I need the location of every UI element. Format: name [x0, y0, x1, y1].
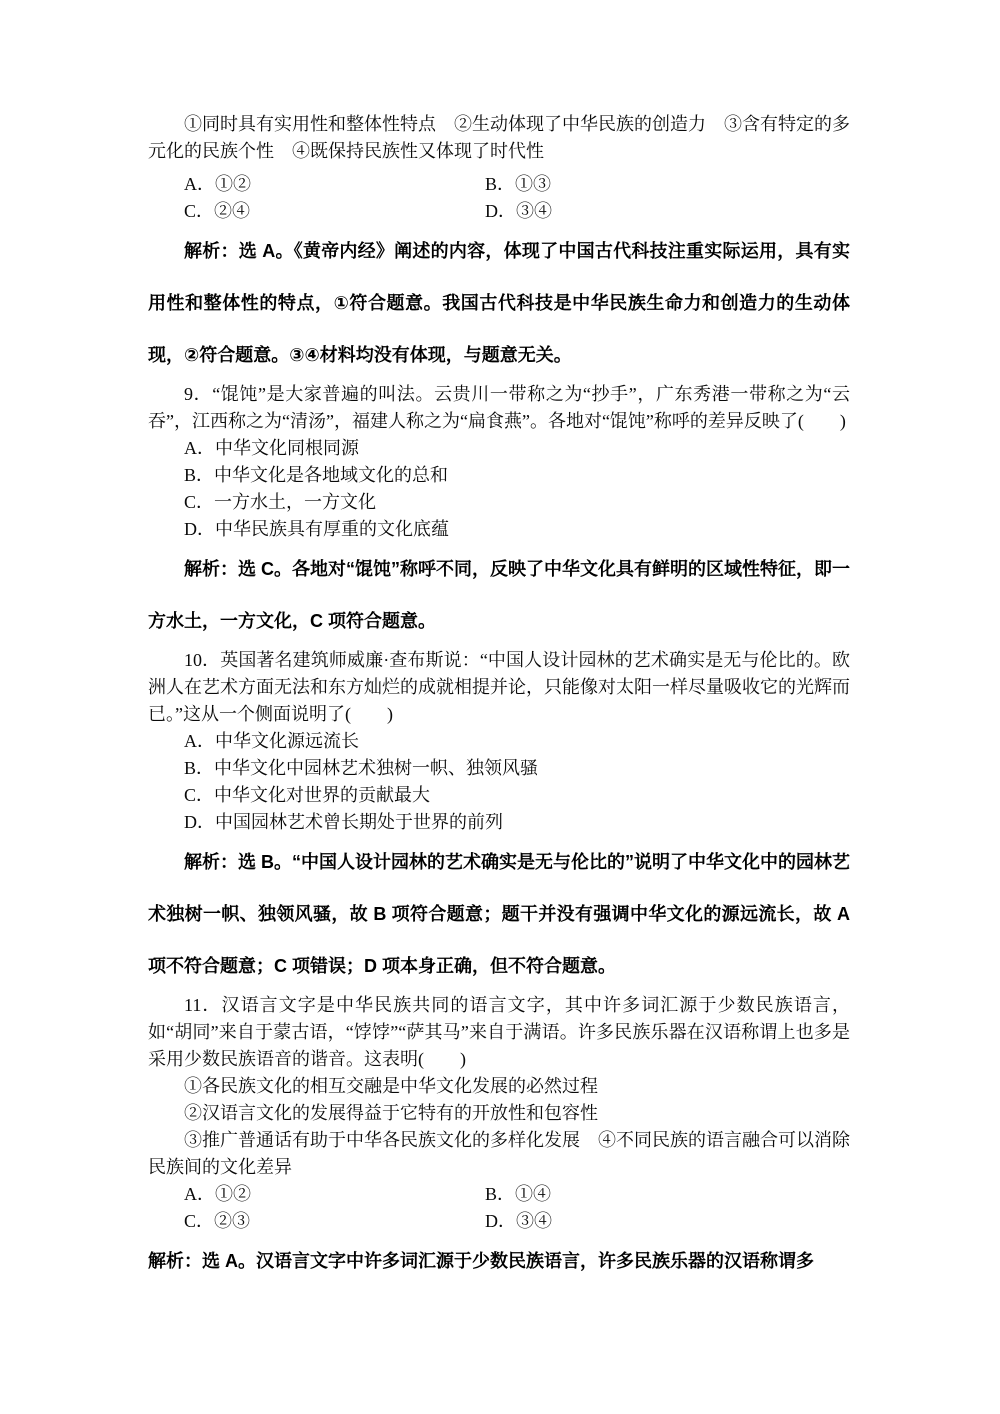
- q11-option-d: D．③④: [485, 1211, 552, 1231]
- q9-options: [148, 435, 850, 543]
- q9-option-b: B．中华文化是各地域文化的总和: [184, 465, 449, 485]
- q11-option-b: B．①④: [485, 1184, 552, 1204]
- q9-stem: 9．“馄饨”是大家普遍的叫法。云贵川一带称之为“抄手”，广东秀港一带称之为“云吞”，江西称之为“清汤”，福建人称之为“扁食燕”。各地对“馄饨”称呼的差异反映了( ): [148, 384, 850, 431]
- q11-options: [148, 1181, 850, 1235]
- q10-stem: 10．英国著名建筑师威廉·查布斯说：“中国人设计园林的艺术确实是无与伦比的。欧洲人在艺术方面无法和东方灿烂的成就相提并论，只能像对太阳一样尽量吸收它的光辉而已。”这从一个侧面说明了( ): [148, 650, 850, 724]
- q11-statements-3-4: ③推广普通话有助于中华各民族文化的多样化发展 ④不同民族的语言融合可以消除民族间的文化差异: [148, 1130, 850, 1177]
- q10-option-a: A．中华文化源远流长: [184, 731, 359, 751]
- q10-analysis: 解析：选 B。“中国人设计园林的艺术确实是无与伦比的”说明了中华文化中的园林艺术独树一帜、独领风骚，故 B 项符合题意；题干并没有强调中华文化的源远流长，故 A 项不符合题意；C 项错误；D 项本身正确，但不符合题意。: [148, 852, 850, 976]
- q11-option-a: A．①②: [184, 1184, 251, 1204]
- q8-options: [148, 171, 850, 225]
- q9-analysis: 解析：选 C。各地对“馄饨”称呼不同，反映了中华文化具有鲜明的区域性特征，即一方水土，一方文化，C 项符合题意。: [148, 559, 850, 631]
- q8-option-b: B．①③: [485, 174, 552, 194]
- q9-option-c: C．一方水土，一方文化: [184, 492, 377, 512]
- q10-option-c: C．中华文化对世界的贡献最大: [184, 785, 431, 805]
- q8-option-c: C．②④: [184, 201, 251, 221]
- q10-options: [148, 728, 850, 836]
- q11-statements: [148, 1073, 850, 1181]
- q10-option-d: D．中国园林艺术曾长期处于世界的前列: [184, 812, 503, 832]
- q11-statement-2: ②汉语言文化的发展得益于它特有的开放性和包容性: [184, 1103, 598, 1123]
- q11-stem: 11．汉语言文字是中华民族共同的语言文字，其中许多词汇源于少数民族语言，如“胡同”来自于蒙古语，“饽饽”“萨其马”来自于满语。许多民族乐器在汉语称谓上也多是采用少数民族语音的谐音。这表明( ): [148, 995, 850, 1069]
- q8-analysis: 解析：选 A。《黄帝内经》阐述的内容，体现了中国古代科技注重实际运用，具有实用性和整体性的特点，①符合题意。我国古代科技是中华民族生命力和创造力的生动体现，②符合题意。③④材料均没有体现，与题意无关。: [148, 241, 850, 365]
- q11-analysis: 解析：选 A。汉语言文字中许多词汇源于少数民族语言，许多民族乐器的汉语称谓多: [148, 1251, 814, 1271]
- q9-option-a: A．中华文化同根同源: [184, 438, 359, 458]
- q8-option-a: A．①②: [184, 174, 251, 194]
- q11-statement-1: ①各民族文化的相互交融是中华文化发展的必然过程: [184, 1076, 598, 1096]
- q10-option-b: B．中华文化中园林艺术独树一帜、独领风骚: [184, 758, 539, 778]
- q8-option-d: D．③④: [485, 201, 552, 221]
- q11-option-c: C．②③: [184, 1211, 251, 1231]
- q9-option-d: D．中华民族具有厚重的文化底蕴: [184, 519, 449, 539]
- q8-statements: ①同时具有实用性和整体性特点 ②生动体现了中华民族的创造力 ③含有特定的多元化的民族个性 ④既保持民族性又体现了时代性: [148, 114, 850, 161]
